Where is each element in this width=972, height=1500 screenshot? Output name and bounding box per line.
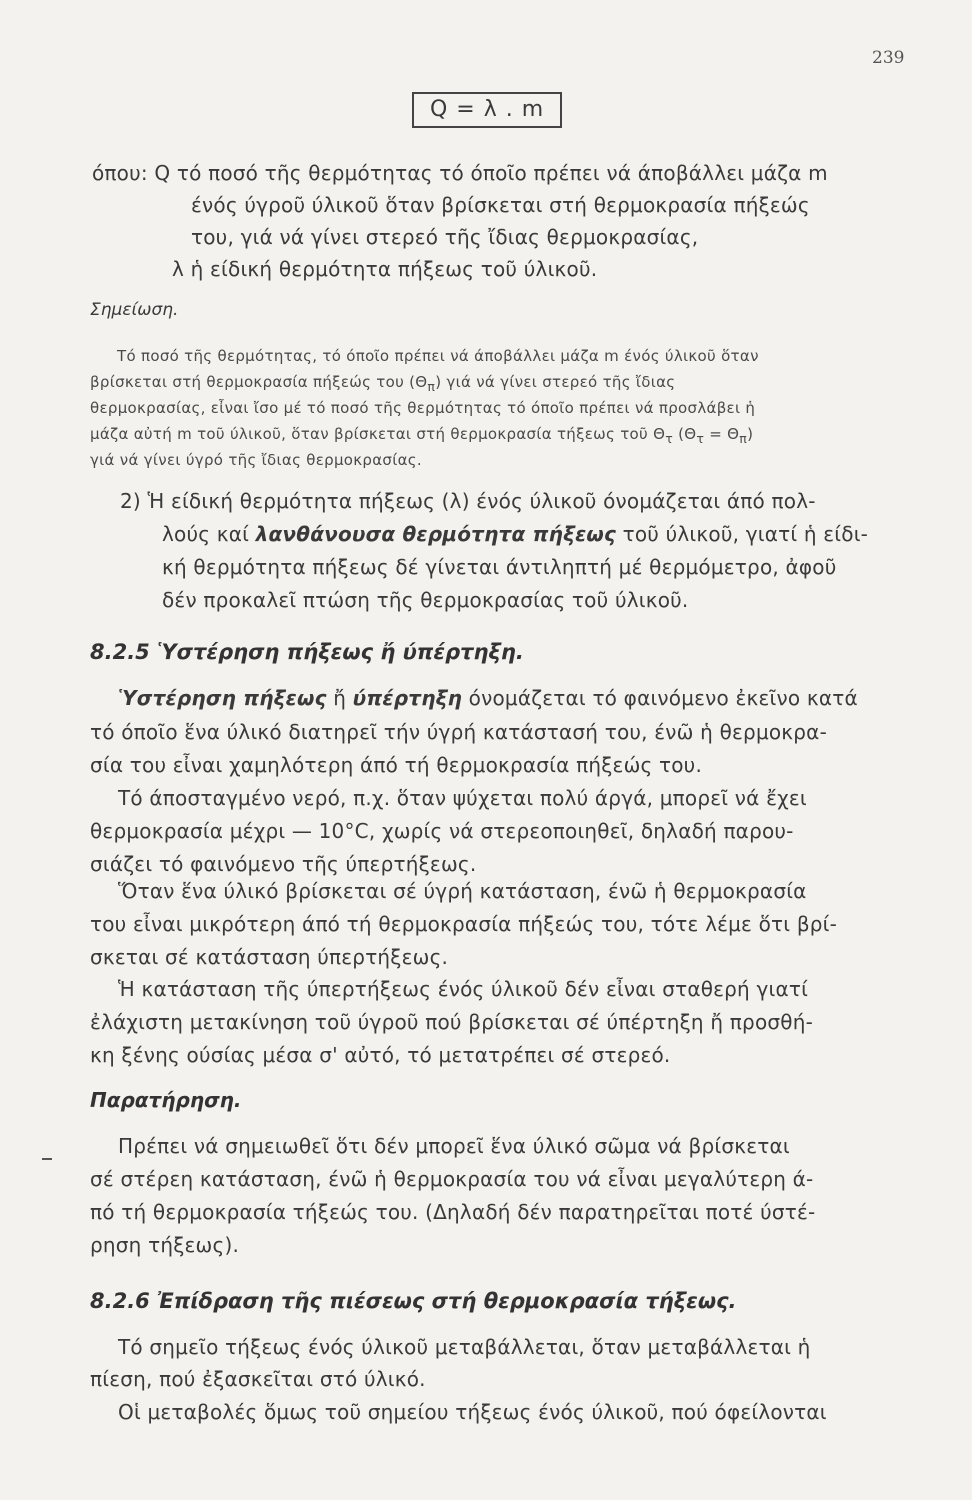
margin-mark bbox=[42, 1158, 52, 1160]
note-line-4: μάζα αὐτή m τοῦ ύλικοῦ, ὅταν βρίσκεται στή θερμοκρασία τήξεως τοῦ $\Theta_\tau$ $(\Theta_\tau = \Theta_\pi)$ bbox=[90, 425, 754, 446]
p825-line-9: σκεται σέ κατάσταση ύπερτήξεως. bbox=[90, 945, 449, 969]
definition-line-1: όπου: Q τό ποσό τῆς θερμότητας τό όποῖο πρέπει νά άποβάλλει μάζα m bbox=[92, 161, 828, 185]
section-heading-8-2-5: 8.2.5 Ὑστέρηση πήξεως ἤ ύπέρτηξη. bbox=[90, 640, 524, 664]
p825-line-11: ἐλάχιστη μετακίνηση τοῦ ύγροῦ πού βρίσκεται σέ ύπέρτηξη ἤ προσθή- bbox=[90, 1010, 813, 1034]
note-label: Σημείωση. bbox=[90, 300, 179, 320]
p825-line-12: κη ξένης ούσίας μέσα σ' αὐτό, τό μετατρέπει σέ στερεό. bbox=[90, 1043, 671, 1067]
note-line-1: Τό ποσό τῆς θερμότητας, τό όποῖο πρέπει νά άποβάλλει μάζα m ένός ύλικοῦ ὅταν bbox=[117, 347, 759, 365]
p825-line-5: θερμοκρασία μέχρι — 10°C, χωρίς νά στερεοποιηθεῖ, δηλαδή παρου- bbox=[90, 819, 794, 843]
section-heading-8-2-6: 8.2.6 Ἐπίδραση τῆς πιέσεως στή θερμοκρασία τήξεως. bbox=[90, 1289, 737, 1313]
p826-line-2: πίεση, πού ἐξασκεῖται στό ύλικό. bbox=[90, 1367, 426, 1391]
observation-line-3: πό τή θερμοκρασία τήξεώς του. (Δηλαδή δέν παρατηρεῖται ποτέ ύστέ- bbox=[90, 1200, 816, 1224]
item2-line-3: κή θερμότητα πήξεως δέ γίνεται άντιληπτή μέ θερμόμετρο, ἀφοῦ bbox=[162, 555, 837, 579]
observation-line-1: Πρέπει νά σημειωθεῖ ὅτι δέν μπορεῖ ἕνα ύλικό σῶμα νά βρίσκεται bbox=[118, 1134, 790, 1158]
p825-line-8: του εἶναι μικρότερη άπό τή θερμοκρασία πήξεώς του, τότε λέμε ὅτι βρί- bbox=[90, 912, 838, 936]
observation-line-2: σέ στέρεη κατάσταση, ένῶ ἡ θερμοκρασία του νά εἶναι μεγαλύτερη ά- bbox=[90, 1167, 814, 1191]
note-line-2: βρίσκεται στή θερμοκρασία πήξεώς του $(\Theta_\pi)$ γιά νά γίνει στερεό τῆς ἴδιας bbox=[90, 373, 676, 394]
note-line-3: θερμοκρασίας, εἶναι ἴσο μέ τό ποσό τῆς θερμότητας τό όποῖο πρέπει νά προσλάβει ἡ bbox=[90, 399, 756, 417]
item2-line-4: δέν προκαλεῖ πτώση τῆς θερμοκρασίας τοῦ ύλικοῦ. bbox=[162, 588, 689, 612]
p825-line-7: Ὅταν ἕνα ύλικό βρίσκεται σέ ύγρή κατάσταση, ένῶ ἡ θερμοκρασία bbox=[118, 879, 807, 903]
p825-line-3: σία του εἶναι χαμηλότερη άπό τή θερμοκρασία πήξεώς του. bbox=[90, 753, 703, 777]
formula-box bbox=[412, 92, 562, 128]
definition-line-2: ένός ύγροῦ ύλικοῦ ὅταν βρίσκεται στή θερμοκρασία πήξεώς bbox=[191, 193, 810, 217]
observation-label: Παρατήρηση. bbox=[90, 1088, 242, 1112]
item2-line-2: λούς καί λανθάνουσα θερμότητα πήξεως τοῦ ύλικοῦ, γιατί ἡ είδι- bbox=[162, 522, 869, 546]
term-latent-heat: λανθάνουσα θερμότητα πήξεως bbox=[255, 522, 617, 546]
p825-line-6: σιάζει τό φαινόμενο τῆς ύπερτήξεως. bbox=[90, 852, 477, 876]
observation-line-4: ρηση τήξεως). bbox=[90, 1233, 240, 1257]
p825-line-1: Ὑστέρηση πήξεως ἤ ύπέρτηξη όνομάζεται τό φαινόμενο ἐκεῖνο κατά bbox=[118, 686, 858, 710]
note-line-5: γιά νά γίνει ύγρό τῆς ἴδιας θερμοκρασίας. bbox=[90, 451, 422, 469]
p825-line-4: Τό άποσταγμένο νερό, π.χ. ὅταν ψύχεται πολύ άργά, μπορεῖ νά ἔχει bbox=[118, 786, 807, 810]
p825-line-10: Ἡ κατάσταση τῆς ύπερτήξεως ένός ύλικοῦ δέν εἶναι σταθερή γιατί bbox=[118, 977, 809, 1001]
p825-line-2: τό όποῖο ἕνα ύλικό διατηρεῖ τήν ύγρή κατάστασή του, ένῶ ἡ θερμοκρα- bbox=[90, 720, 827, 744]
p826-line-3: Οἱ μεταβολές ὅμως τοῦ σημείου τήξεως ένός ύλικοῦ, πού όφείλονται bbox=[118, 1400, 827, 1424]
page-number: 239 bbox=[872, 48, 905, 68]
definition-line-3: του, γιά νά γίνει στερεό τῆς ἴδιας θερμοκρασίας, bbox=[191, 225, 699, 249]
item2-line-1: 2) Ἡ είδική θερμότητα πήξεως (λ) ένός ύλικοῦ όνομάζεται άπό πολ- bbox=[120, 489, 816, 513]
formula-text: Q = λ . m bbox=[430, 97, 545, 122]
definition-line-4: λ ἡ είδική θερμότητα πήξεως τοῦ ύλικοῦ. bbox=[172, 257, 598, 281]
p826-line-1: Τό σημεῖο τήξεως ένός ύλικοῦ μεταβάλλεται, ὅταν μεταβάλλεται ἡ bbox=[118, 1335, 811, 1359]
